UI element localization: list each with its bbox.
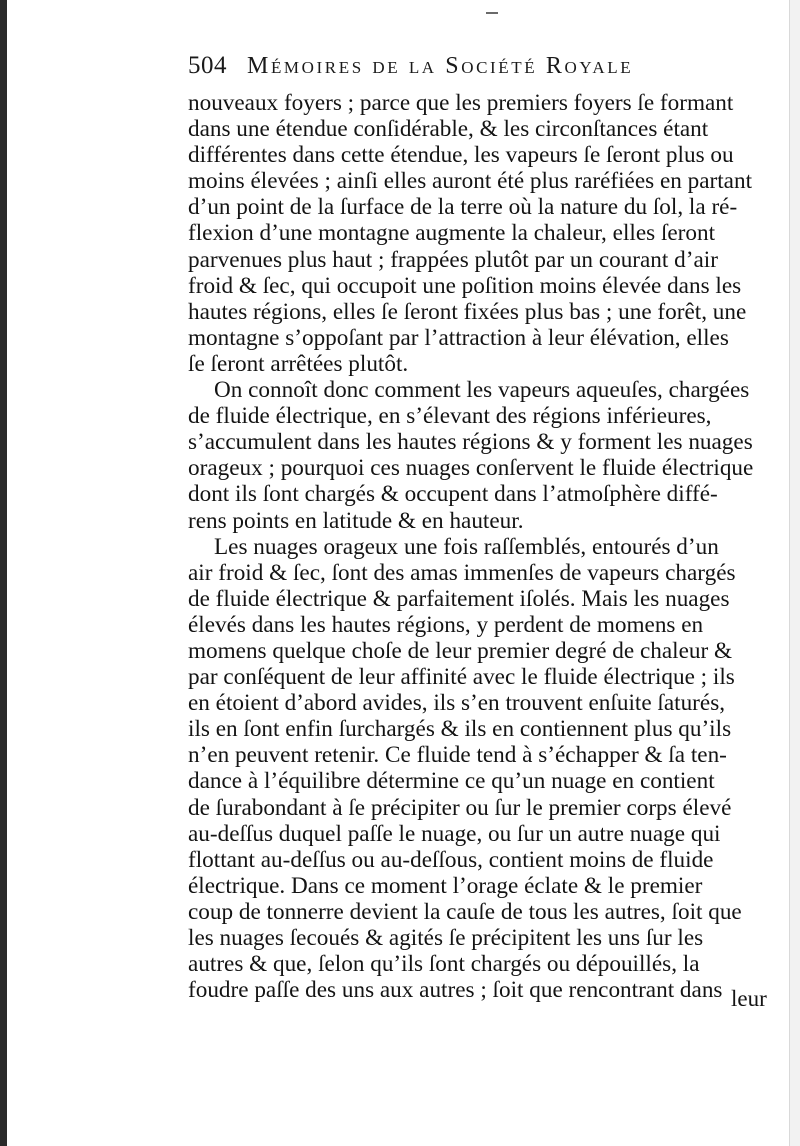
text-line: électrique. Dans ce moment l’orage éclate & le premier — [188, 872, 703, 899]
paragraph-start-line: Les nuages orageux une fois raſſemblés, entourés d’un — [214, 533, 719, 560]
text-line: froid & ſec, qui occupoit une poſition moins élevée dans les — [188, 272, 742, 299]
page-right-edge — [789, 0, 800, 1146]
text-line: hautes régions, elles ſe ſeront fixées plus bas ; une forêt, une — [188, 298, 747, 325]
text-line: coup de tonnerre devient la cauſe de tous les autres, ſoit que — [188, 898, 742, 925]
text-line: ils en ſont enfin ſurchargés & ils en contiennent plus qu’ils — [188, 716, 732, 743]
text-line: par conſéquent de leur affinité avec le fluide électrique ; ils — [188, 664, 735, 691]
text-line: autres & que, ſelon qu’ils ſont chargés ou dépouillés, la — [188, 951, 700, 978]
text-line: d’un point de la ſurface de la terre où la nature du ſol, la ré- — [188, 194, 738, 221]
text-line: en étoient d’abord avides, ils s’en trouvent enſuite ſaturés, — [188, 690, 726, 717]
text-line: orageux ; pourquoi ces nuages conſervent le fluide électrique — [188, 455, 754, 482]
text-line: différentes dans cette étendue, les vapeurs ſe ſeront plus ou — [188, 142, 734, 169]
text-line: parvenues plus haut ; frappées plutôt par un courant d’air — [188, 246, 718, 273]
text-line: flexion d’une montagne augmente la chaleur, elles ſeront — [188, 220, 716, 247]
text-line: de fluide électrique & parfaitement iſolés. Mais les nuages — [188, 585, 730, 612]
text-line: foudre paſſe des uns aux autres ; ſoit que rencontrant dans — [188, 977, 723, 1004]
page-left-edge-shadow — [0, 0, 7, 1146]
text-line: de ſurabondant à ſe précipiter ou ſur le premier corps élevé — [188, 794, 732, 821]
print-mark — [486, 12, 498, 14]
text-line: au-deſſus duquel paſſe le nuage, ou ſur un autre nuage qui — [188, 820, 721, 847]
body-text — [188, 90, 768, 1003]
text-line: moins élevées ; ainſi elles auront été plus raréfiées en partant — [188, 168, 753, 195]
text-line: s’accumulent dans les hautes régions & y forment les nuages — [188, 429, 753, 456]
text-line: dance à l’équilibre détermine ce qu’un nuage en contient — [188, 768, 715, 795]
page-number: 504 — [188, 52, 227, 79]
text-line: ſe ſeront arrêtées plutôt. — [188, 350, 409, 377]
text-line: rens points en latitude & en hauteur. — [188, 507, 524, 534]
paragraph-start-line: On connoît donc comment les vapeurs aqueuſes, chargées — [214, 377, 750, 404]
text-line: dans une étendue conſidérable, & les circonſtances étant — [188, 116, 709, 143]
text-line: flottant au-deſſus ou au-deſſous, contient moins de fluide — [188, 846, 714, 873]
text-line: air froid & ſec, ſont des amas immenſes de vapeurs chargés — [188, 559, 736, 586]
text-line: montagne s’oppoſant par l’attraction à leur élévation, elles — [188, 324, 729, 351]
text-line: élevés dans les hautes régions, y perdent de momens en — [188, 611, 704, 638]
text-line: nouveaux foyers ; parce que les premiers foyers ſe formant — [188, 90, 734, 116]
text-line: dont ils ſont chargés & occupent dans l’atmoſphère diffé- — [188, 481, 718, 508]
text-line: les nuages ſecoués & agités ſe précipitent les uns ſur les — [188, 925, 704, 951]
page-header — [188, 52, 718, 80]
text-line: momens quelque choſe de leur premier degré de chaleur & — [188, 637, 733, 664]
catchword: leur — [731, 986, 767, 1011]
text-line: n’en peuvent retenir. Ce fluide tend à s’échapper & ſa ten- — [188, 742, 727, 769]
running-head: Mémoires de la Société Royale — [247, 53, 634, 79]
text-line: de fluide électrique, en s’élevant des régions inférieures, — [188, 403, 712, 430]
